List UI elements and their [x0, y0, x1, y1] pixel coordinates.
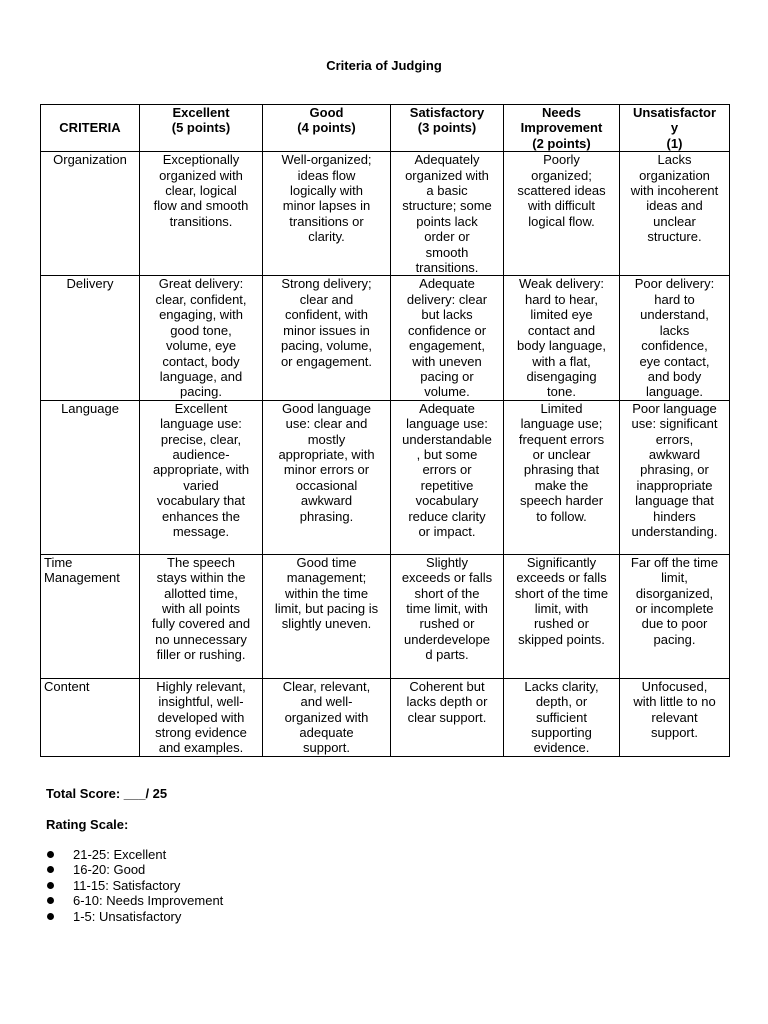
rating-scale-item: 21-25: Excellent: [73, 847, 167, 862]
table-cell: Limited language use; frequent errors or unclear phrasing that make the speech harder to follow.: [504, 400, 620, 554]
rating-scale-item: 1-5: Unsatisfactory: [73, 908, 182, 924]
list-item: [46, 893, 223, 908]
table-cell: Significantly exceeds or falls short of the time limit, with rushed or skipped points.: [504, 554, 620, 678]
list-item: [46, 847, 223, 862]
header-excellent: Excellent (5 points): [140, 105, 263, 152]
table-cell: Unfocused, with little to no relevant support.: [620, 678, 730, 756]
total-score: Total Score: ___/ 25: [46, 786, 168, 801]
table-cell: Far off the time limit, disorganized, or incomplete due to poor pacing.: [620, 554, 730, 678]
rating-scale-list: [46, 847, 223, 924]
header-criteria: CRITERIA: [41, 105, 140, 152]
table-row: [41, 276, 730, 400]
table-header-row: [41, 105, 730, 152]
rating-scale-item: 16-20: Good: [73, 862, 146, 878]
table-cell: Excellent language use: precise, clear, audience- appropriate, with varied vocabulary that enhances the message.: [140, 400, 263, 554]
table-cell: Exceptionally organized with clear, logical flow and smooth transitions.: [140, 152, 263, 276]
table-cell: Slightly exceeds or falls short of the time limit, with rushed or underdevelope d parts.: [391, 554, 504, 678]
table-cell: Clear, relevant, and well- organized with adequate support.: [263, 678, 391, 756]
bullet-icon: [47, 851, 54, 858]
table-cell: Adequately organized with a basic structure; some points lack order or smooth transitions.: [391, 152, 504, 276]
list-item: [46, 909, 223, 924]
bullet-icon: [47, 866, 54, 873]
list-item: [46, 862, 223, 877]
header-needs-improvement: Needs Improvement (2 points): [504, 105, 620, 152]
table-row: [41, 554, 730, 678]
bullet-icon: [47, 913, 54, 920]
table-cell: Adequate delivery: clear but lacks confidence or engagement, with uneven pacing or volume.: [391, 276, 504, 400]
table-cell: Well-organized; ideas flow logically with minor lapses in transitions or clarity.: [263, 152, 391, 276]
table-row: [41, 678, 730, 756]
criterion-label: Content: [41, 678, 140, 756]
table-cell: Good time management; within the time limit, but pacing is slightly uneven.: [263, 554, 391, 678]
criterion-label: Time Management: [41, 554, 140, 678]
header-unsatisfactory: Unsatisfactor y (1): [620, 105, 730, 152]
table-cell: Strong delivery; clear and confident, with minor issues in pacing, volume, or engagement.: [263, 276, 391, 400]
table-cell: Poor delivery: hard to understand, lacks confidence, eye contact, and body language.: [620, 276, 730, 400]
table-cell: Great delivery: clear, confident, engaging, with good tone, volume, eye contact, body language, and pacing.: [140, 276, 263, 400]
header-good: Good (4 points): [263, 105, 391, 152]
table-cell: Good language use: clear and mostly appropriate, with minor errors or occasional awkward phrasing.: [263, 400, 391, 554]
table-cell: Adequate language use: understandable , but some errors or repetitive vocabulary reduce clarity or impact.: [391, 400, 504, 554]
page-title: Criteria of Judging: [326, 58, 442, 73]
table-cell: Lacks organization with incoherent ideas and unclear structure.: [620, 152, 730, 276]
list-item: [46, 878, 223, 893]
header-satisfactory: Satisfactory (3 points): [391, 105, 504, 152]
bullet-icon: [47, 897, 54, 904]
bullet-icon: [47, 882, 54, 889]
table-row: [41, 400, 730, 554]
table-cell: The speech stays within the allotted time, with all points fully covered and no unnecessary filler or rushing.: [140, 554, 263, 678]
table-cell: Lacks clarity, depth, or sufficient supporting evidence.: [504, 678, 620, 756]
criterion-label: Organization: [41, 152, 140, 276]
table-cell: Poor language use: significant errors, awkward phrasing, or inappropriate language that hinders understanding.: [620, 400, 730, 554]
rating-scale-title: Rating Scale:: [46, 817, 129, 832]
rating-scale-item: 11-15: Satisfactory: [73, 877, 181, 893]
table-cell: Weak delivery: hard to hear, limited eye contact and body language, with a flat, disengaging tone.: [504, 276, 620, 400]
criterion-label: Language: [41, 400, 140, 554]
table-cell: Poorly organized; scattered ideas with difficult logical flow.: [504, 152, 620, 276]
rating-scale-item: 6-10: Needs Improvement: [73, 893, 224, 909]
table-row: [41, 152, 730, 276]
criterion-label: Delivery: [41, 276, 140, 400]
criteria-table: [40, 104, 730, 757]
table-cell: Highly relevant, insightful, well- developed with strong evidence and examples.: [140, 678, 263, 756]
table-cell: Coherent but lacks depth or clear support.: [391, 678, 504, 756]
